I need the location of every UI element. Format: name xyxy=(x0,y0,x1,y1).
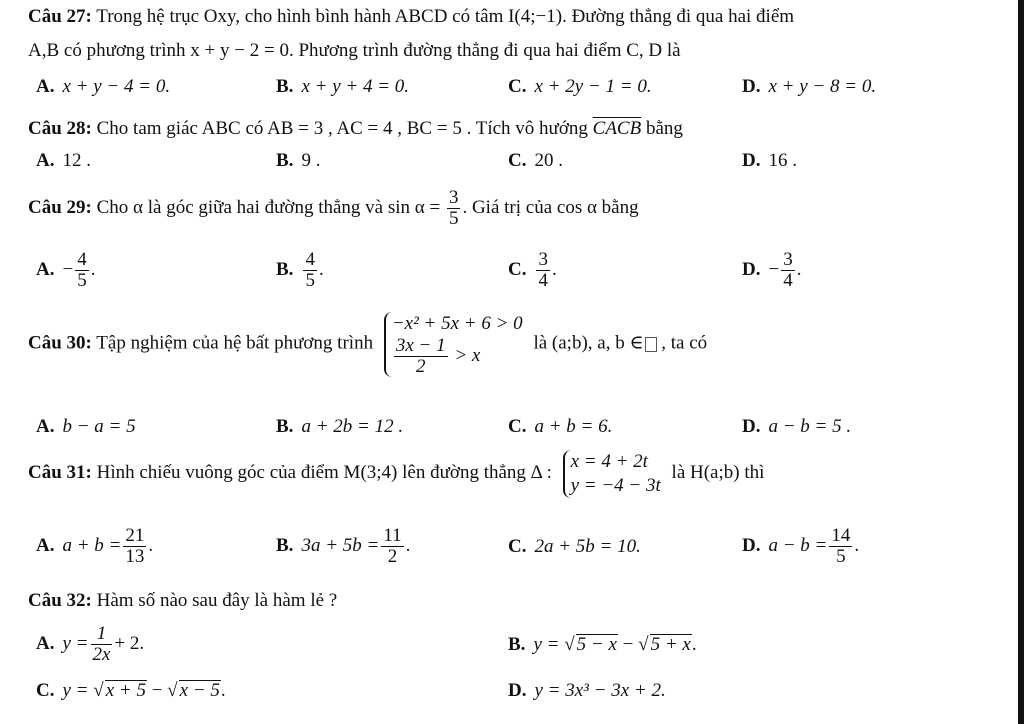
missing-glyph-box-icon xyxy=(645,337,657,352)
question-28-number: Câu 28: xyxy=(28,118,92,139)
q31-option-a[interactable]: A. a + b = $\frac{21}{13}$ . xyxy=(36,525,154,567)
q28-option-a[interactable]: A. 12 . xyxy=(36,150,91,171)
question-31-post: là H(a;b) thì xyxy=(671,462,765,484)
q32-option-c[interactable]: C. y = √ x + 5 − √ x − 5. xyxy=(36,680,226,701)
parametric-y: y = −4 − 3t xyxy=(570,474,661,496)
q31-option-d[interactable]: D. a − b = $\frac{14}{5}$ . xyxy=(742,525,860,567)
question-31-number: Câu 31: xyxy=(28,462,92,484)
q32-option-b[interactable]: B. y = √ 5 − x − √ 5 + x. xyxy=(508,634,697,655)
sqrt-sign-icon: √ xyxy=(93,680,104,701)
q27-option-d[interactable]: D. x + y − 8 = 0. xyxy=(742,76,877,97)
q30-option-d[interactable]: D. a − b = 5 . xyxy=(742,416,852,437)
q29-option-a[interactable]: A. − $\frac{4}{5}$ . xyxy=(36,249,96,291)
screen-edge-bar xyxy=(1018,0,1024,724)
q28-option-c[interactable]: C. 20 . xyxy=(508,150,563,171)
question-32-number: Câu 32: xyxy=(28,590,92,611)
vector-ca: $\overline{CA}$ xyxy=(592,118,617,139)
question-32-text: Hàm số nào sau đây là hàm lẻ ? xyxy=(96,590,338,611)
question-28 xyxy=(28,116,1012,142)
question-30-post: là (a;b), a, b ∈ xyxy=(533,332,644,354)
question-27-line2: A,B có phương trình x + y − 2 = 0. Phương trình đường thẳng đi qua hai điểm C, D là xyxy=(28,40,681,61)
question-30-post2: , ta có xyxy=(661,332,708,354)
q29-option-c[interactable]: C. $\frac{3}{4}$ . xyxy=(508,249,557,291)
sqrt-sign-icon: √ xyxy=(564,634,575,655)
q30-option-b[interactable]: B. a + 2b = 12 . xyxy=(276,416,404,437)
parametric-system xyxy=(563,450,661,498)
q32-option-d[interactable]: D. y = 3x³ − 3x + 2. xyxy=(508,680,666,701)
question-29-post: . Giá trị của cos α bằng xyxy=(462,196,639,218)
question-29-pre: Cho α là góc giữa hai đường thẳng và sin α = xyxy=(96,196,441,218)
question-30-number: Câu 30: xyxy=(28,332,92,354)
q32-option-a[interactable]: A. y = $\frac{1}{2x}$ + 2. xyxy=(36,623,145,665)
q29-option-d[interactable]: D. − $\frac{3}{4}$ . xyxy=(742,249,802,291)
sqrt-sign-icon: √ xyxy=(638,634,649,655)
q31-option-b[interactable]: B. 3a + 5b = $\frac{11}{2}$ . xyxy=(276,525,411,567)
q28-option-b[interactable]: B. 9 . xyxy=(276,150,321,171)
question-29 xyxy=(28,188,1012,229)
q27-option-c[interactable]: C. x + 2y − 1 = 0. xyxy=(508,76,652,97)
q29-option-b[interactable]: B. $\frac{4}{5}$ . xyxy=(276,249,324,291)
fraction-sin-value: $\frac{3}{5}$ xyxy=(448,187,459,229)
q30-option-a[interactable]: A. b − a = 5 xyxy=(36,416,136,437)
question-27-line2-row xyxy=(28,38,1012,64)
question-27 xyxy=(28,4,1012,30)
question-27-number: Câu 27: xyxy=(28,6,92,27)
q27-option-b[interactable]: B. x + y + 4 = 0. xyxy=(276,76,410,97)
inequality-1: −x² + 5x + 6 > 0 xyxy=(391,313,523,334)
question-28-post: bằng xyxy=(645,118,683,139)
parametric-x: x = 4 + 2t xyxy=(570,451,648,472)
q27-option-a[interactable]: A. x + y − 4 = 0. xyxy=(36,76,171,97)
vector-cb: $\overline{CB}$ xyxy=(616,118,642,139)
inequality-2: $\frac{3x - 1}{2}$ > x xyxy=(395,334,481,377)
question-32 xyxy=(28,588,1012,614)
question-31 xyxy=(28,450,1012,498)
question-31-pre: Hình chiếu vuông góc của điểm M(3;4) lên đường thẳng Δ : xyxy=(96,462,552,484)
q30-option-c[interactable]: C. a + b = 6. xyxy=(508,416,613,437)
q28-option-d[interactable]: D. 16 . xyxy=(742,150,797,171)
question-30-pre: Tập nghiệm của hệ bất phương trình xyxy=(96,332,374,354)
sqrt-sign-icon: √ xyxy=(167,680,178,701)
question-30 xyxy=(28,312,1012,377)
question-29-number: Câu 29: xyxy=(28,196,92,218)
question-28-pre: Cho tam giác ABC có AB = 3 , AC = 4 , BC = 5 . Tích vô hướng xyxy=(96,118,588,139)
q31-option-c[interactable]: C. 2a + 5b = 10. xyxy=(508,536,641,557)
question-27-line1: Trong hệ trục Oxy, cho hình bình hành ABCD có tâm I(4;−1). Đường thẳng đi qua hai điểm xyxy=(96,6,795,27)
inequality-system xyxy=(384,312,523,377)
